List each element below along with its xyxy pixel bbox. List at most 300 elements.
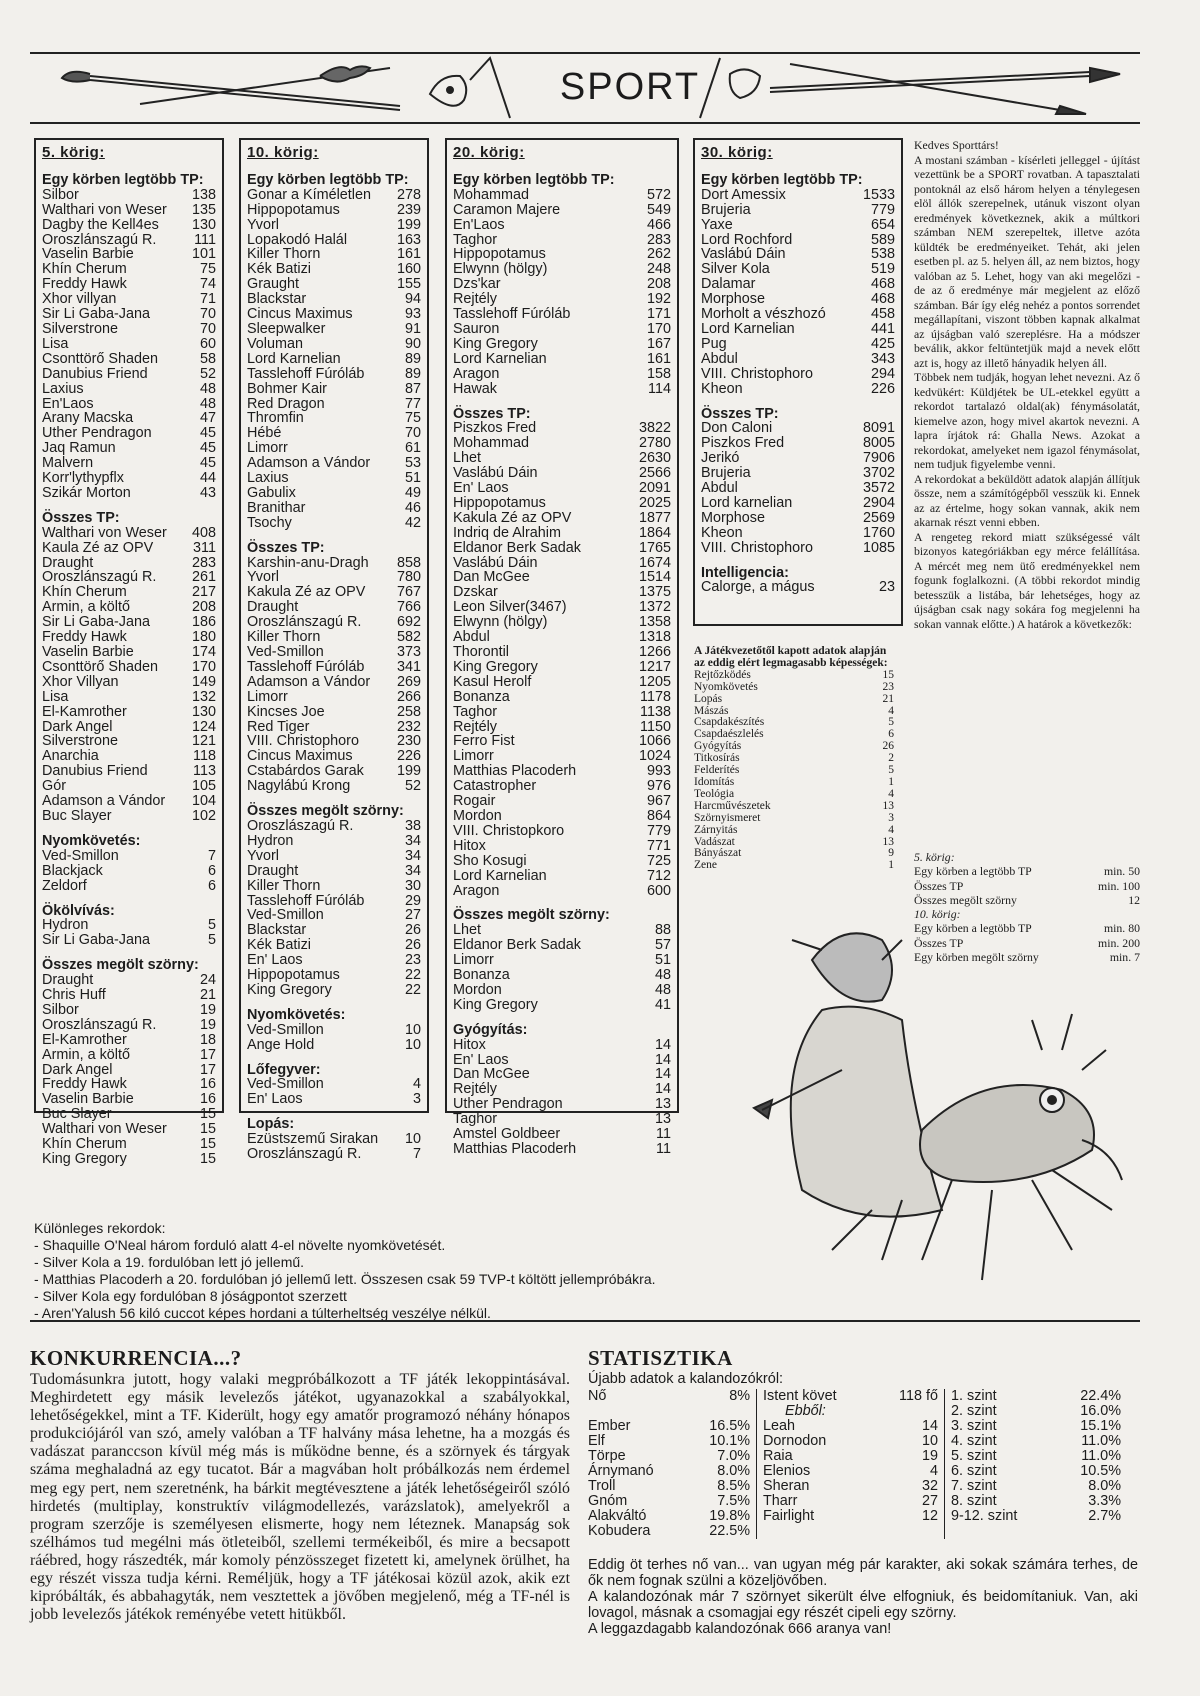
record-value: 3 [412,1091,421,1108]
record-name: Danubius Friend [42,763,148,780]
record-row [763,1494,938,1509]
record-row [42,809,216,824]
record-value: 8091 [862,420,895,437]
skill-name: Zene [694,859,717,872]
record-value: 105 [191,778,216,795]
record-name: Lord Karnelian [701,320,795,337]
statistics-notes [588,1557,1138,1637]
record-value: 51 [404,470,421,487]
record-row [951,1434,1121,1449]
record-row [951,1404,1121,1419]
record-value: 42 [404,514,421,531]
record-value: 53 [404,455,421,472]
record-name: Gór [42,778,66,795]
record-row [247,456,421,471]
record-row [453,511,671,526]
record-name: Yvorl [247,569,279,586]
record-value: 15 [199,1136,216,1153]
stat-value: 10.1% [709,1433,750,1449]
record-row [42,1033,216,1048]
record-row [42,988,216,1003]
limit-label: Összes TP [914,935,964,950]
record-value: 858 [396,554,421,571]
record-value: 15 [199,1106,216,1123]
record-row [453,645,671,660]
record-row [42,397,216,412]
record-value: 1138 [640,703,671,720]
special-record-item: - Silver Kola egy fordulóban 8 jóságpontot szerzett [34,1288,347,1304]
record-row [453,749,671,764]
record-value: 549 [646,201,671,218]
record-name: King Gregory [453,996,538,1013]
record-value: 89 [404,365,421,382]
stat-value: 16.5% [709,1418,750,1434]
record-row [588,1464,750,1479]
record-row [701,277,895,292]
record-value: 155 [396,276,421,293]
record-value: 2630 [638,450,671,467]
record-row [453,854,671,869]
record-row [694,813,894,825]
skill-value: 4 [888,823,894,836]
record-value: 425 [870,335,895,352]
record-name: Lhet [453,450,482,467]
record-value: 111 [194,231,216,248]
stat-value: 22.4% [1080,1388,1121,1404]
record-section [701,173,895,397]
record-value: 52 [199,365,216,382]
record-name: Limorr [453,748,494,765]
record-row [453,779,671,794]
record-name: Oroszlánszagú R. [42,1016,157,1033]
record-row [42,307,216,322]
sport-header-banner [30,52,1140,124]
record-row [42,1092,216,1107]
record-name: Mordon [453,807,502,824]
record-value: 22 [404,981,421,998]
section-heading: Összes TP: [453,405,531,422]
record-row [453,322,671,337]
record-value: 71 [199,291,216,308]
record-row [247,471,421,486]
stat-label: Nő [588,1388,607,1404]
article-title: KONKURRENCIA...? [30,1346,242,1370]
record-value: 1533 [862,186,895,203]
record-value: 1178 [640,688,671,705]
record-row [42,322,216,337]
editor-paragraph: A rengeteg rekord miatt szükségessé vált bizonyos kategóriákban egy mérce felállítása. A mércét meg nem ütő eredményekkel nem fogunk foglalkozni. (A többi rekordot mindig betesszük a listába, bár lehetséges, hogy az újságban csak nagy sokára fog megjelenni ha sokan vannak előtte.) A határok a következők: [914,529,1140,631]
record-name: Ved-Smillon [247,907,324,924]
record-name: Brujeria [701,201,751,218]
record-name: Hawak [453,380,497,397]
limit-label: Összes megölt szörny [914,892,1017,907]
record-row [453,923,671,938]
record-row [453,307,671,322]
record-row [247,690,421,705]
record-name: Xhor villyan [42,291,117,308]
record-value: 230 [396,733,421,750]
record-row [247,247,421,262]
record-value: 6 [207,862,216,879]
record-row [42,337,216,352]
record-row [42,705,216,720]
record-name: Sir Li Gaba-Jana [42,932,150,949]
record-row [453,764,671,779]
stat-value: 11.0% [1081,1433,1121,1449]
record-row [42,864,216,879]
record-value: 572 [646,186,671,203]
record-name: VIII. Christopkoro [453,822,565,839]
record-row [42,779,216,794]
record-row [453,421,671,436]
record-value: 10 [404,1021,421,1038]
record-row [247,411,421,426]
record-value: 11 [656,1141,671,1157]
record-row [453,1097,671,1112]
record-row [42,541,216,556]
record-name: Lhet [453,922,482,939]
record-section [453,407,671,899]
record-row [42,645,216,660]
record-value: 45 [199,440,216,457]
record-row [42,660,216,675]
record-value: 217 [191,584,216,601]
stat-label: 5. szint [951,1448,997,1464]
record-value: 26 [404,937,421,954]
record-row [701,541,895,556]
record-row [42,849,216,864]
record-row [951,1464,1121,1479]
limit-label: Egy körben a legtöbb TP [914,921,1032,936]
record-name: Red Dragon [247,395,325,412]
record-row [42,486,216,501]
special-record-item: - Aren'Yalush 56 kiló cuccot képes hordani a túlterheltség veszélye nélkül. [34,1305,491,1321]
record-row [42,203,216,218]
record-name: Oroszlánszagú R. [42,569,157,586]
stat-label: Fairlight [763,1508,815,1524]
stat-value: 22.5% [709,1523,750,1539]
record-value: 13 [654,1096,671,1113]
record-name: Khín Cherum [42,1136,127,1153]
record-row [694,670,894,682]
record-row [247,983,421,998]
record-value: 779 [646,822,671,839]
limit-label: Egy körben a legtöbb TP [914,864,1032,879]
record-row [701,233,895,248]
record-row [42,1003,216,1018]
stat-value: 118 fő [899,1388,938,1404]
record-row [701,262,895,277]
record-value: 10 [404,1036,421,1053]
record-name: King Gregory [453,658,538,675]
record-row [247,660,421,675]
record-name: Vaselin Barbie [42,1091,134,1108]
record-value: 976 [646,778,671,795]
stat-label: Ember [588,1418,631,1434]
level-stats [944,1389,1127,1539]
record-name: Tasslehoff Fúróláb [247,365,365,382]
record-name: Ved-Smillon [247,1021,324,1038]
record-name: Armin, a költő [42,599,130,616]
stat-label: Kobudera [588,1523,651,1539]
special-record-item: - Matthias Placoderh a 20. fordulóban jó jellemű lett. Összesen csak 59 TVP-t költött jellempróbákra. [34,1271,656,1287]
record-value: 38 [404,817,421,834]
stat-label: Alakváltó [588,1508,647,1524]
record-value: 1864 [638,524,671,541]
record-value: 23 [878,579,895,596]
record-row [701,337,895,352]
record-name: Lord Rochford [701,231,793,248]
record-value: 14 [654,1066,671,1083]
record-name: Brujeria [701,465,751,482]
stat-value: 8.0% [1088,1478,1121,1494]
record-value: 26 [404,922,421,939]
record-value: 2566 [638,465,671,482]
record-section [453,173,671,397]
record-row [453,884,671,899]
record-row [247,923,421,938]
record-row [588,1524,750,1539]
record-name: El-Kamrother [42,703,127,720]
record-row [247,764,421,779]
record-value: 18 [199,1031,216,1048]
column-title: 5. körig: [42,144,105,161]
record-value: 8005 [862,435,895,452]
record-value: 441 [870,320,895,337]
record-value: 600 [646,882,671,899]
record-row [247,645,421,660]
record-name: Thromfin [247,410,304,427]
record-value: 1066 [638,733,671,750]
record-value: 468 [870,276,895,293]
skill-value: 21 [882,692,894,705]
record-value: 170 [646,320,671,337]
record-name: Voluman [247,335,304,352]
record-value: 19 [199,1016,216,1033]
record-row [453,481,671,496]
record-value: 70 [199,306,216,323]
record-row [453,496,671,511]
record-name: Jaq Ramun [42,440,116,457]
record-value: 94 [404,291,421,308]
record-row [42,720,216,735]
record-value: 51 [654,952,671,969]
record-value: 44 [199,470,216,487]
record-value: 1266 [638,644,671,660]
record-name: Zeldorf [42,877,87,894]
record-name: Limorr [453,952,494,969]
record-name: Vaslábú Dáin [701,246,786,263]
record-name: Blackstar [247,291,307,308]
special-heading: Különleges rekordok: [34,1220,166,1236]
editor-paragraph: A mostani számban - kísérleti jelleggel - újítást vezettünk be a SPORT rovatban. A tapasztalati pontoknál az első három helyen a ténylegesen elöl állók szerepelnek, utánuk viszont olyan eredmények következnek, akik a múltkori számban NEM szerepeltek, illetve azóta küldték be eredményeiket. Tehát, aki jelen esetben pl. az 5. helyen áll, az nem biztos, hogy valóban az 5. Lehet, hogy van aki megelőzi - de az ő eredménye már megjelent az előző számban. Bár így elég nehéz a pontos sorrendet megállapítani, viszont többen kapnak alkalmat az újságban való szereplésre. Ha a módszer beválik, akkor feltüntetjük majd a nevek előtt azt is, hogy az illető hányadik helyen áll. [914,152,1140,370]
stat-label: 6. szint [951,1463,997,1479]
record-name: Elwynn (hölgy) [453,261,548,278]
record-value: 6 [207,877,216,894]
skill-name: Teológia [694,787,735,800]
skill-name: Vadászat [694,835,735,848]
record-name: Mohammad [453,435,529,452]
record-row [247,953,421,968]
record-row [247,1132,421,1147]
record-name: Mordon [453,981,502,998]
record-name: Gonar a Kíméletlen [247,186,371,203]
record-name: Elwynn (hölgy) [453,614,548,631]
record-section [247,173,421,531]
record-name: Eldanor Berk Sadak [453,937,581,954]
stat-label: Troll [588,1478,616,1494]
note-paragraph: Eddig öt terhes nő van... van ugyan még pár karakter, aki sokak számára terhes, de ők nem fognak szülni a közeljövőben. [588,1557,1138,1589]
record-name: Ezüstszemű Sirakan [247,1131,379,1148]
skill-name: Bányászat [694,847,742,860]
record-row [453,1067,671,1082]
record-value: 45 [199,425,216,442]
record-row [694,682,894,694]
record-name: Ved-Smillon [247,644,324,660]
record-name: Thorontil [453,644,509,660]
column-title: 20. körig: [453,144,525,161]
record-name: Red Tiger [247,718,310,735]
record-value: 15 [199,1121,216,1138]
record-name: Arany Macska [42,410,134,427]
record-row [42,277,216,292]
record-name: Sleepwalker [247,320,326,337]
record-name: Kheon [701,524,743,541]
record-value: 58 [199,350,216,367]
record-name: Branithar [247,499,306,516]
record-name: Taghor [453,703,498,720]
record-section [247,1117,421,1162]
record-name: Hydron [247,832,294,849]
record-row [42,585,216,600]
limit-value: 12 [1128,892,1140,907]
record-value: 771 [646,837,671,854]
record-row [453,556,671,571]
record-row [453,262,671,277]
record-row [42,382,216,397]
record-name: Xhor Villyan [42,673,119,690]
stat-label: 3. szint [951,1418,997,1434]
record-row [453,1127,671,1142]
record-row [588,1419,750,1434]
record-row [701,421,895,436]
record-row [453,983,671,998]
record-name: En'Laos [42,395,94,412]
record-row [453,337,671,352]
record-row [951,1449,1121,1464]
record-value: 341 [396,658,421,675]
section-heading: Nyomkövetés: [42,832,141,849]
skill-value: 13 [882,835,894,848]
record-row [42,1018,216,1033]
record-value: 30 [404,877,421,894]
record-row [701,367,895,382]
record-row [247,1038,421,1053]
record-row [247,749,421,764]
record-row [247,233,421,248]
record-row [701,203,895,218]
record-name: Dan McGee [453,569,530,586]
record-row [701,247,895,262]
record-name: Ange Hold [247,1036,315,1053]
record-value: 1760 [862,524,895,541]
stat-value: 4 [929,1463,938,1479]
record-row [453,382,671,397]
record-row [694,848,894,860]
record-row [42,690,216,705]
record-name: Dan McGee [453,1066,530,1083]
record-row [247,262,421,277]
record-row [588,1449,750,1464]
record-name: Sir Li Gaba-Jana [42,306,150,323]
record-row [701,322,895,337]
record-value: 34 [404,832,421,849]
record-row [42,675,216,690]
section-heading: Intelligencia: [701,564,789,581]
record-value: 7 [412,1146,421,1163]
record-row [247,203,421,218]
record-value: 75 [199,261,216,278]
record-row [453,203,671,218]
statistics-table [588,1389,1138,1539]
record-name: Catastropher [453,778,537,795]
record-row [247,367,421,382]
record-row [247,486,421,501]
record-name: Piszkos Fred [701,435,785,452]
record-name: King Gregory [42,1151,127,1167]
record-row [42,426,216,441]
record-name: Lord Karnelian [247,350,341,367]
records-column-20 [445,138,679,1157]
record-row [453,615,671,630]
record-name: Kék Batizi [247,937,311,954]
record-value: 1085 [862,539,895,556]
stat-label: Árnymanó [588,1463,654,1479]
record-name: Freddy Hawk [42,276,127,293]
record-value: 278 [396,186,421,203]
record-row [42,218,216,233]
record-row [453,1053,671,1068]
skill-name: Csapdakészítés [694,716,765,729]
stat-label: 2. szint [951,1403,997,1419]
record-value: 34 [404,847,421,864]
record-name: Vaselin Barbie [42,644,134,660]
record-value: 311 [193,539,216,556]
record-value: 170 [191,658,216,675]
record-value: 48 [654,981,671,998]
record-name: En' Laos [247,1091,303,1108]
record-row [247,1077,421,1092]
record-value: 27 [404,907,421,924]
record-row [453,292,671,307]
record-name: Yaxe [701,216,733,233]
record-row [453,720,671,735]
record-value: 47 [199,410,216,427]
record-name: Uther Pendragon [453,1096,563,1113]
record-name: Silver Kola [701,261,770,278]
record-value: 21 [199,987,216,1004]
stat-label: Leah [763,1418,796,1434]
section-heading: Lopás: [247,1116,295,1133]
section-heading: Gyógyítás: [453,1021,528,1038]
record-name: Malvern [42,455,94,472]
record-name: Morphose [701,509,765,526]
section-heading: Egy körben legtöbb TP: [701,171,863,188]
record-row [42,247,216,262]
record-name: Kakula Zé az OPV [453,509,572,526]
record-row [453,869,671,884]
record-row [453,188,671,203]
